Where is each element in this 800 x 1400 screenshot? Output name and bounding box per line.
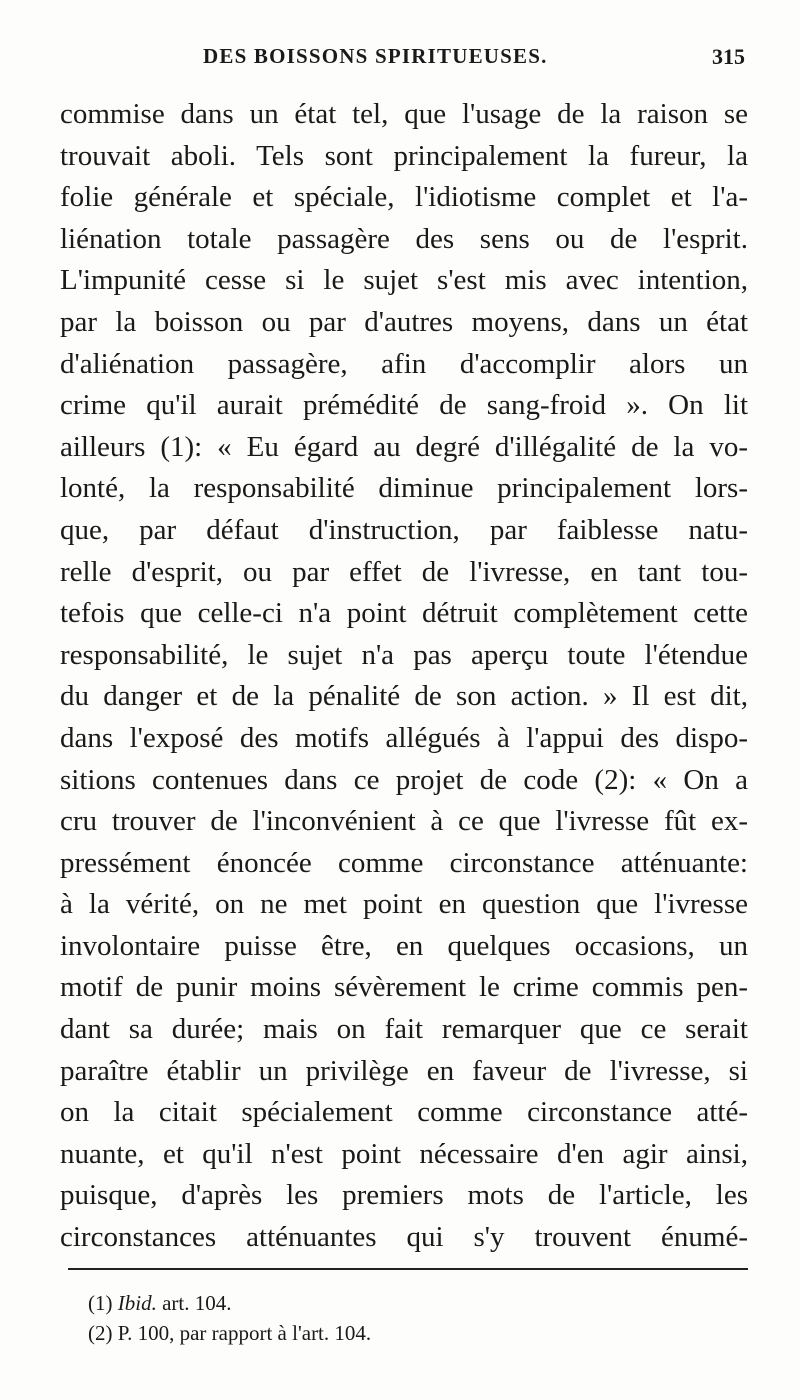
text-line: que, par défaut d'instruction, par faiblesse natu- bbox=[60, 513, 748, 546]
text-line: d'aliénation passagère, afin d'accomplir alors un bbox=[60, 347, 748, 380]
text-line: puisque, d'après les premiers mots de l'article, les bbox=[60, 1179, 748, 1212]
text-line: à la vérité, on ne met point en question que l'ivresse bbox=[60, 888, 748, 921]
text-line: dant sa durée; mais on fait remarquer que ce serait bbox=[60, 1013, 748, 1046]
footnote-divider bbox=[68, 1268, 748, 1270]
footnote-marker: (1) bbox=[88, 1291, 113, 1315]
text-line: responsabilité, le sujet n'a pas aperçu toute l'étendue bbox=[60, 638, 748, 671]
text-line: relle d'esprit, ou par effet de l'ivresse, en tant tou- bbox=[60, 555, 748, 588]
text-line: folie générale et spéciale, l'idiotisme complet et l'a- bbox=[60, 181, 748, 214]
text-line: nuante, et qu'il n'est point nécessaire d'en agir ainsi, bbox=[60, 1137, 748, 1170]
text-line: circonstances atténuantes qui s'y trouvent énumé- bbox=[60, 1221, 748, 1254]
text-line: on la citait spécialement comme circonstance atté- bbox=[60, 1096, 748, 1129]
text-line: cru trouver de l'inconvénient à ce que l'ivresse fût ex- bbox=[60, 805, 748, 838]
text-line: lonté, la responsabilité diminue principalement lors- bbox=[60, 472, 748, 505]
text-line: involontaire puisse être, en quelques occasions, un bbox=[60, 929, 748, 962]
footnote-text: art. 104. bbox=[162, 1291, 232, 1315]
text-line: dans l'exposé des motifs allégués à l'appui des dispo- bbox=[60, 721, 748, 754]
text-line: crime qu'il aurait prémédité de sang-froid ». On lit bbox=[60, 389, 748, 422]
footnote-2 bbox=[88, 1318, 688, 1348]
body-text bbox=[60, 94, 748, 1259]
footnote-marker: (2) bbox=[88, 1321, 113, 1345]
running-title: DES BOISSONS SPIRITUEUSES. bbox=[203, 44, 548, 68]
footnote-1 bbox=[88, 1288, 688, 1318]
text-line: tefois que celle-ci n'a point détruit complètement cette bbox=[60, 597, 748, 630]
text-line: L'impunité cesse si le sujet s'est mis avec intention, bbox=[60, 264, 748, 297]
footnote-reference: Ibid. bbox=[117, 1291, 157, 1315]
text-line: paraître établir un privilège en faveur de l'ivresse, si bbox=[60, 1054, 748, 1087]
text-line: par la boisson ou par d'autres moyens, dans un état bbox=[60, 305, 748, 338]
text-line: sitions contenues dans ce projet de code (2): « On a bbox=[60, 763, 748, 796]
text-line: liénation totale passagère des sens ou de l'esprit. bbox=[60, 222, 748, 255]
text-line: trouvait aboli. Tels sont principalement la fureur, la bbox=[60, 139, 748, 172]
text-line: pressément énoncée comme circonstance atténuante: bbox=[60, 846, 748, 879]
text-line: du danger et de la pénalité de son action. » Il est dit, bbox=[60, 680, 748, 713]
page-number: 315 bbox=[712, 44, 745, 69]
footnotes bbox=[88, 1288, 688, 1348]
text-line: motif de punir moins sévèrement le crime commis pen- bbox=[60, 971, 748, 1004]
page-header bbox=[60, 44, 745, 80]
footnote-text: P. 100, par rapport à l'art. 104. bbox=[117, 1321, 372, 1345]
text-line: ailleurs (1): « Eu égard au degré d'illégalité de la vo- bbox=[60, 430, 748, 463]
text-line: commise dans un état tel, que l'usage de la raison se bbox=[60, 98, 748, 130]
